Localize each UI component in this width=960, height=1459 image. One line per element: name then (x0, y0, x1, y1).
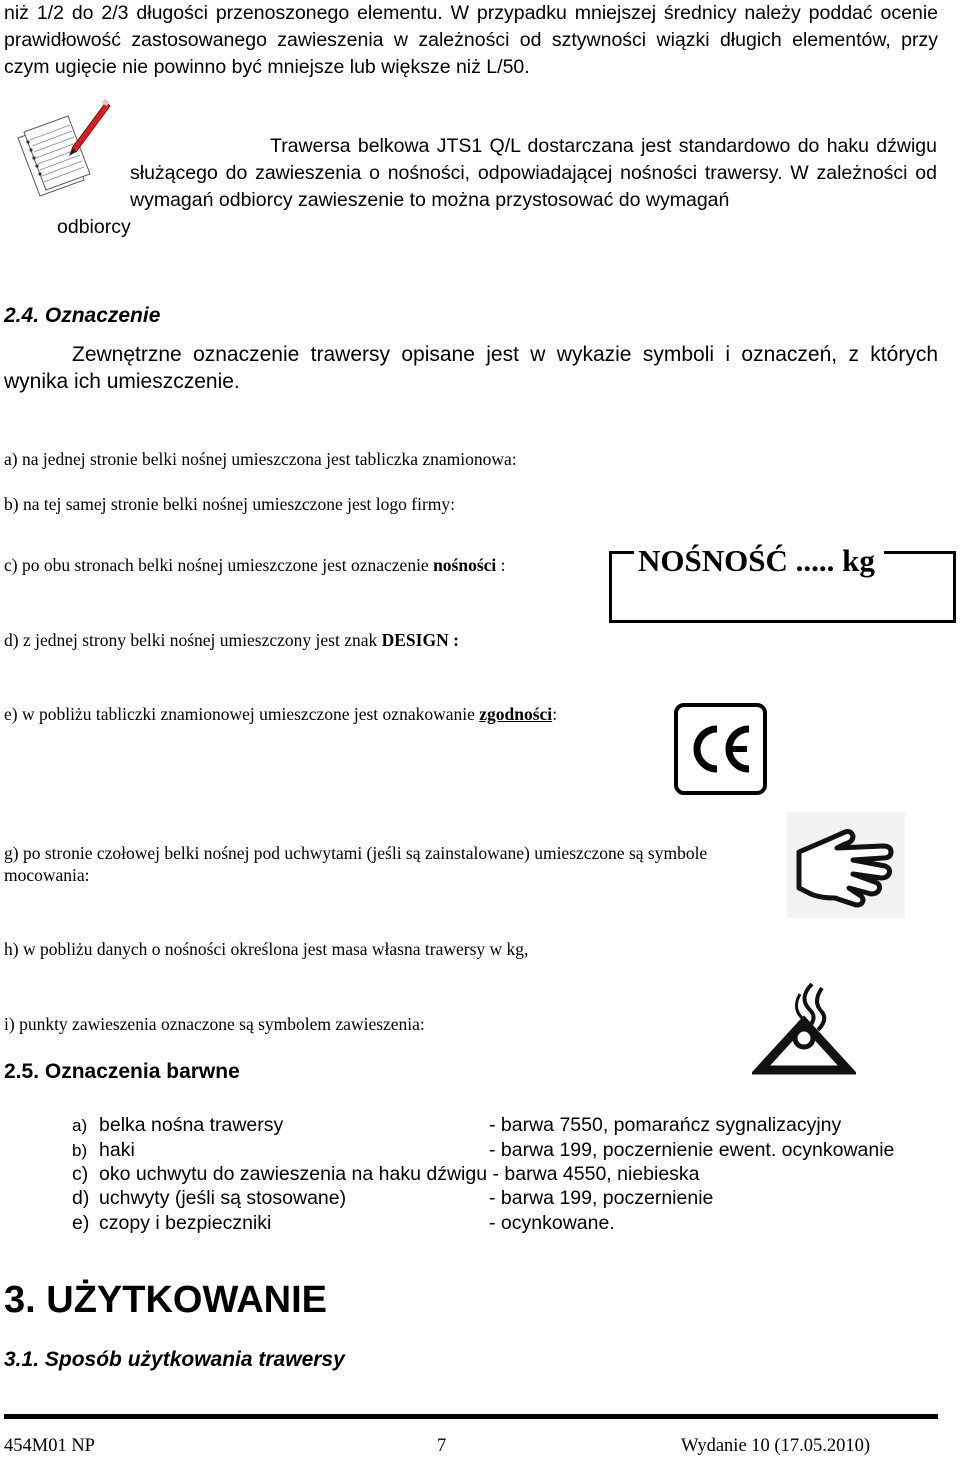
section-heading-2-5: 2.5. Oznaczenia barwne (4, 1060, 240, 1083)
footer-divider (4, 1414, 938, 1419)
marking-item-c: c) po obu stronach belki nośnej umieszczone jest oznaczenie nośności : (4, 555, 506, 575)
section-heading-2-4: 2.4. Oznaczenie (4, 304, 161, 327)
note-paragraph: Trawersa belkowa JTS1 Q/L dostarczana jest standardowo do haku dźwigu służącego do zawieszenia o nośności, odpowiadającej nośności trawersy. W zależności od wymagań odbiorcy zawieszenie to można przystosować do wymagań (130, 135, 937, 211)
intro-paragraph: niż 1/2 do 2/3 długości przenoszonego elementu. W przypadku mniejszej średnicy należy poddać ocenie prawidłowość zastosowanego zawieszenia w zależności od sztywności wiązki długich elementów, przy czym ugięcie nie powinno być mniejsze lub większe niż L/50. (4, 2, 938, 78)
notepad-pen-icon (14, 98, 114, 203)
capacity-label-text: NOŚNOŚĆ ..... kg (638, 543, 875, 578)
chapter-heading-3: 3. UŻYTKOWANIE (4, 1279, 328, 1321)
marking-item-b: b) na tej samej stronie belki nośnej umieszczone jest logo firmy: (4, 494, 455, 514)
marking-item-h: h) w pobliżu danych o nośności określona jest masa własna trawersy w kg, (4, 939, 529, 959)
marking-item-a: a) na jednej stronie belki nośnej umieszczona jest tabliczka znamionowa: (4, 449, 517, 469)
ce-mark-icon (674, 703, 767, 795)
color-row-a: a) belka nośna trawersy - barwa 7550, pomarańcz sygnalizacyjny (72, 1114, 842, 1136)
marking-intro-paragraph: Zewnętrzne oznaczenie trawersy opisane jest w wykazie symboli i oznaczeń, z których wynika ich umieszczenie. (4, 343, 938, 393)
note-paragraph-tail: odbiorcy (57, 216, 131, 238)
footer-page-number: 7 (437, 1436, 447, 1456)
suspension-hook-icon (752, 980, 856, 1075)
hand-icon (787, 812, 905, 918)
color-row-e: e) czopy i bezpieczniki - ocynkowane. (72, 1212, 615, 1234)
footer-edition: Wydanie 10 (17.05.2010) (681, 1436, 870, 1456)
color-row-b: b) haki - barwa 199, poczernienie ewent. ocynkowanie (72, 1139, 895, 1161)
footer-doc-code: 454M01 NP (4, 1436, 95, 1456)
color-row-c: c) oko uchwytu do zawieszenia na haku dźwigu - barwa 4550, niebieska (72, 1163, 700, 1185)
color-row-d: d) uchwyty (jeśli są stosowane) - barwa 199, poczernienie (72, 1187, 714, 1209)
marking-item-e: e) w pobliżu tabliczki znamionowej umieszczone jest oznakowanie zgodności: (4, 704, 558, 724)
marking-item-i: i) punkty zawieszenia oznaczone są symbolem zawieszenia: (4, 1014, 425, 1034)
marking-item-g: g) po stronie czołowej belki nośnej pod uchwytami (jeśli są zainstalowane) umieszczone są symbole mocowania: (4, 843, 708, 885)
section-heading-3-1: 3.1. Sposób użytkowania trawersy (4, 1348, 345, 1371)
marking-item-d: d) z jednej strony belki nośnej umieszczony jest znak DESIGN : (4, 630, 459, 650)
